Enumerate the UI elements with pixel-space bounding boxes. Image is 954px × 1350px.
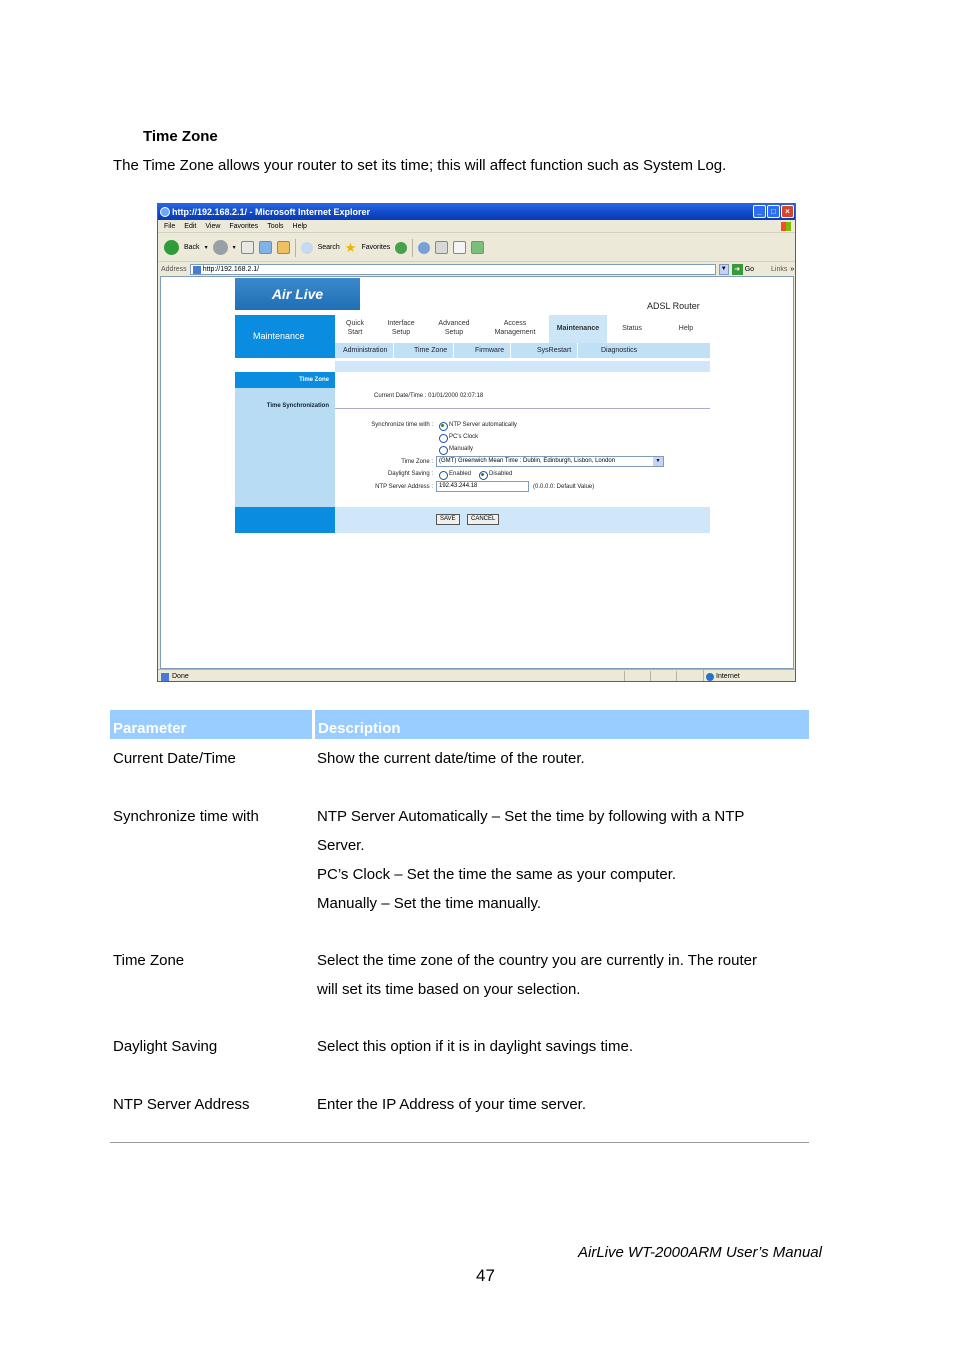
nav-label-line1: Access	[503, 320, 527, 327]
menu-edit[interactable]: Edit	[184, 223, 197, 230]
address-bar	[158, 262, 795, 276]
radio-manually[interactable]: Manually	[439, 446, 473, 452]
search-icon[interactable]	[301, 242, 313, 254]
nav-access-management[interactable]	[487, 319, 543, 337]
print-icon[interactable]	[435, 241, 448, 254]
table-row-param: Current Date/Time	[113, 750, 236, 767]
desc-line: will set its time based on your selection.	[317, 981, 581, 998]
favorites-icon[interactable]: ★	[344, 239, 357, 255]
nav-maintenance[interactable]: Maintenance	[549, 315, 607, 343]
desc-line: Select this option if it is in daylight savings time.	[317, 1038, 633, 1055]
nav-label-line2: Setup	[444, 329, 464, 336]
radio-ntp-auto[interactable]: NTP Server automatically	[439, 422, 517, 428]
toolbar-divider	[295, 239, 296, 257]
browser-screenshot	[157, 203, 796, 682]
page-icon	[193, 266, 201, 274]
nav-label-line1: Interface	[387, 320, 415, 327]
main-nav	[335, 315, 710, 343]
table-row-desc	[317, 1032, 807, 1061]
nav-label-line1: Quick	[346, 320, 364, 327]
chevron-right-icon[interactable]: »	[790, 265, 795, 273]
nav-interface-setup[interactable]	[381, 319, 421, 337]
close-icon[interactable]: ×	[781, 205, 794, 218]
mail-icon[interactable]	[453, 241, 466, 254]
current-date-time: Current Date/Time : 01/01/2000 02:07:18	[374, 393, 484, 399]
product-name: ADSL Router	[647, 301, 700, 311]
time-zone-value: (GMT) Greenwich Mean Time : Dublin, Edinburgh, Lisbon, London	[439, 458, 616, 464]
table-row-desc	[317, 744, 807, 773]
desc-line: PC’s Clock – Set the time the same as your computer.	[317, 866, 677, 883]
nav-advanced-setup[interactable]	[433, 319, 475, 337]
security-zone	[703, 670, 740, 682]
intro-text: The Time Zone allows your router to set its time; this will affect function such as System Log.	[113, 157, 727, 174]
header-description: Description	[318, 720, 401, 737]
media-icon[interactable]	[395, 242, 407, 254]
toolbar-divider	[412, 239, 413, 257]
cancel-button[interactable]: CANCEL	[467, 514, 499, 525]
table-bottom-rule	[110, 1142, 809, 1143]
ie-icon	[160, 207, 170, 217]
links-label[interactable]: Links	[771, 265, 788, 273]
sidebar-item-time-sync: Time Synchronization	[266, 403, 329, 409]
table-row-desc	[317, 802, 807, 918]
nav-label-line2: Start	[347, 329, 363, 336]
nav-help[interactable]: Help	[678, 325, 694, 332]
refresh-icon[interactable]	[259, 241, 272, 254]
button-bar	[335, 507, 710, 533]
browser-titlebar	[158, 204, 795, 220]
chevron-down-icon: ▼	[653, 457, 663, 466]
divider	[335, 408, 710, 409]
desc-line: Select the time zone of the country you are currently in. The router	[317, 952, 757, 969]
zone-label: Internet	[716, 673, 740, 680]
nav-label-line2: Setup	[391, 329, 411, 336]
browser-toolbar	[158, 234, 795, 262]
header-divider	[312, 710, 315, 739]
table-header	[110, 710, 809, 739]
globe-icon	[706, 673, 714, 681]
address-value: http://192.168.2.1/	[202, 265, 260, 273]
back-dropdown-icon[interactable]: ▾	[204, 245, 208, 251]
radio-pc-clock[interactable]: PC's Clock	[439, 434, 478, 440]
menu-tools[interactable]: Tools	[267, 223, 284, 230]
section-title: Time Zone	[143, 128, 218, 145]
forward-dropdown-icon[interactable]: ▾	[232, 245, 236, 251]
table-row-param: Synchronize time with	[113, 808, 259, 825]
back-icon[interactable]	[164, 240, 179, 255]
manual-title: AirLive WT-2000ARM User’s Manual	[578, 1244, 822, 1261]
subnav-time-zone[interactable]: Time Zone	[408, 343, 454, 358]
nav-quick-start[interactable]	[341, 319, 369, 337]
address-label: Address	[161, 265, 187, 273]
desc-line: Enter the IP Address of your time server.	[317, 1096, 587, 1113]
status-divider	[624, 671, 625, 682]
menu-favorites[interactable]: Favorites	[229, 223, 259, 230]
maximize-icon[interactable]: □	[767, 205, 780, 218]
time-zone-label: Time Zone :	[401, 459, 433, 465]
sub-nav	[335, 343, 710, 358]
table-row-param: NTP Server Address	[113, 1096, 250, 1113]
subnav-firmware[interactable]: Firmware	[469, 343, 511, 358]
address-dropdown-icon[interactable]: ▼	[719, 264, 729, 275]
forward-icon[interactable]	[213, 240, 228, 255]
desc-line: NTP Server Automatically – Set the time by following with a NTP	[317, 808, 745, 825]
go-label: Go	[744, 265, 755, 273]
address-input[interactable]	[190, 264, 716, 275]
current-section: Maintenance	[235, 315, 335, 358]
sidebar-item-time-zone[interactable]: Time Zone	[235, 372, 335, 388]
status-divider	[676, 671, 677, 682]
ntp-address-hint: (0.0.0.0: Default Value)	[533, 484, 595, 490]
search-label[interactable]: Search	[317, 244, 340, 251]
go-button[interactable]	[732, 264, 754, 275]
airlive-logo: Air Live	[235, 278, 360, 310]
desc-line: Manually – Set the time manually.	[317, 895, 541, 912]
radio-ds-enabled[interactable]: Enabled	[439, 471, 471, 477]
table-row-desc	[317, 1090, 807, 1119]
browser-title: http://192.168.2.1/ - Microsoft Internet Explorer	[172, 207, 371, 217]
minimize-icon[interactable]: _	[753, 205, 766, 218]
browser-viewport	[160, 276, 794, 669]
ntp-address-label: NTP Server Address :	[375, 484, 433, 490]
page-number: 47	[476, 1266, 495, 1285]
daylight-saving-label: Daylight Saving :	[387, 471, 433, 477]
subnav-administration[interactable]: Administration	[337, 343, 394, 358]
header-parameter: Parameter	[113, 720, 187, 737]
go-arrow-icon: ➜	[732, 264, 743, 275]
menu-help[interactable]: Help	[292, 223, 307, 230]
messenger-icon[interactable]	[471, 241, 484, 254]
subnav-sysrestart[interactable]: SysRestart	[531, 343, 578, 358]
nav-status[interactable]: Status	[622, 325, 642, 332]
history-icon[interactable]	[418, 242, 430, 254]
subnav-diagnostics[interactable]: Diagnostics	[601, 347, 638, 354]
menu-view[interactable]: View	[205, 223, 221, 230]
nav-label-line2: Management	[494, 329, 536, 336]
content-header-strip	[335, 361, 710, 372]
table-row-param: Time Zone	[113, 952, 185, 969]
page-done-icon	[161, 673, 169, 681]
status-divider	[650, 671, 651, 682]
sync-label: Synchronize time with :	[371, 422, 433, 428]
menu-file[interactable]: File	[164, 223, 176, 230]
save-button[interactable]: SAVE	[436, 514, 460, 525]
sidebar-footer	[235, 507, 335, 533]
radio-ds-disabled[interactable]: Disabled	[479, 471, 512, 477]
nav-label-line1: Advanced	[438, 320, 470, 327]
stop-icon[interactable]	[241, 241, 254, 254]
favorites-label[interactable]: Favorites	[361, 244, 391, 251]
desc-line: Server.	[317, 837, 365, 854]
table-row-param: Daylight Saving	[113, 1038, 218, 1055]
ntp-address-input[interactable]: 192.43.244.18	[436, 481, 529, 492]
browser-statusbar	[158, 669, 795, 682]
back-label[interactable]: Back	[184, 244, 200, 251]
table-row-desc	[317, 946, 807, 1004]
status-text: Done	[172, 673, 189, 680]
time-zone-select[interactable]	[436, 456, 664, 467]
browser-menubar	[158, 220, 795, 233]
home-icon[interactable]	[277, 241, 290, 254]
windows-logo-icon	[781, 222, 791, 231]
desc-line: Show the current date/time of the router.	[317, 750, 585, 767]
